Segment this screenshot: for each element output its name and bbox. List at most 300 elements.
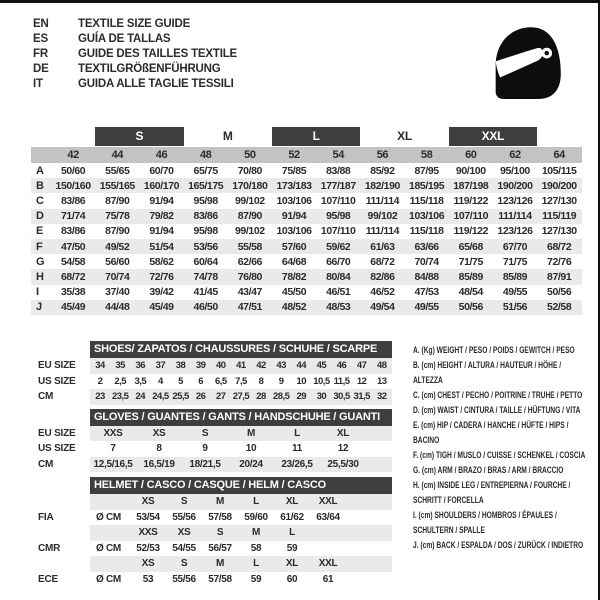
measurement-value: 165/175 <box>188 179 224 192</box>
standard-name: CMR <box>38 542 61 554</box>
helmet-size-value: 59 <box>250 573 262 585</box>
row-letter: F <box>36 240 43 253</box>
size-number: 52 <box>288 149 300 161</box>
size-number: 56 <box>376 149 389 161</box>
measurement-row <box>31 224 582 239</box>
size-value: 48 <box>377 360 387 372</box>
size-value: 4 <box>158 375 163 387</box>
language-row <box>33 61 237 76</box>
helmet-size-value: 53 <box>142 573 154 585</box>
helmet-size-label: XS <box>141 558 155 570</box>
helmet-table-title: HELMET / CASCO / CASQUE / HELM / CASCO <box>90 477 392 494</box>
measurement-value: 95/98 <box>326 210 351 223</box>
size-band <box>90 494 392 510</box>
measurement-value: 111/114 <box>498 210 532 223</box>
measurement-value: 103/106 <box>276 194 312 207</box>
size-value: 42 <box>256 360 266 372</box>
measurement-value: 60/64 <box>193 255 218 268</box>
measurement-value: 83/86 <box>60 194 86 207</box>
row-letter: I <box>36 286 40 299</box>
measurement-value: 63/66 <box>414 240 439 253</box>
helmet-size-value: 60 <box>286 573 298 585</box>
value-band <box>90 541 392 557</box>
value-band <box>90 358 392 374</box>
measurement-value: 99/102 <box>234 225 265 238</box>
gloves-rows <box>38 426 394 473</box>
measurement-value: 44/48 <box>105 301 130 314</box>
size-number-row <box>31 147 582 163</box>
size-value: 20/24 <box>239 458 263 470</box>
size-value: 11 <box>292 443 302 455</box>
size-value: 32 <box>377 391 387 403</box>
measurement-value: 51/56 <box>502 301 528 314</box>
measurement-value: 75/85 <box>281 164 307 177</box>
measurement-value: 155/165 <box>99 179 135 192</box>
measurement-row <box>31 285 582 300</box>
measurement-value: 71/75 <box>458 255 483 268</box>
measurement-value: 87/90 <box>105 225 130 238</box>
helmet-size-value: 58 <box>250 542 262 554</box>
helmet-size-value: 61/62 <box>280 511 304 523</box>
size-value: 25,5 <box>172 391 189 403</box>
measurement-row <box>31 178 582 193</box>
measurement-value: 65/68 <box>458 240 483 253</box>
helmet-size-label: XXL <box>318 496 338 508</box>
size-value: 28 <box>256 391 266 403</box>
measurement-value: 50/56 <box>547 286 572 299</box>
row-label: US SIZE <box>38 443 76 455</box>
helmet-size-value: 53/54 <box>136 511 160 523</box>
value-band <box>90 457 392 473</box>
helmet-value-row <box>38 510 394 526</box>
language-code: DE <box>33 62 49 75</box>
measurement-value: 123/126 <box>497 225 533 238</box>
row-label: EU SIZE <box>38 427 76 439</box>
helmet-size-label: M <box>215 558 225 570</box>
size-value: 24,5 <box>152 391 169 403</box>
measurement-value: 87/95 <box>414 164 439 177</box>
measurement-value: 123/126 <box>497 194 533 207</box>
helmet-size-label: XS <box>177 527 191 539</box>
size-value: 2 <box>97 375 103 387</box>
language-code: FR <box>33 47 48 60</box>
measurement-value: 85/89 <box>458 270 483 283</box>
measurement-value: 51/54 <box>149 240 174 253</box>
legend-item: D. (cm) WAIST / CINTURA / TAILLE / HÜFTUNG / VITA <box>413 405 581 415</box>
shoes-table-title: SHOES/ ZAPATOS / CHAUSSURES / SCHUHE / SCARPE <box>90 341 392 358</box>
measurement-value: 68/72 <box>370 255 395 268</box>
helmet-value-row <box>38 541 394 557</box>
language-title: TEXTILE SIZE GUIDE <box>78 17 191 30</box>
helmet-size-label: XXL <box>318 558 338 570</box>
size-value: 8 <box>258 375 264 387</box>
textile-size-table <box>31 127 582 315</box>
helmet-size-label: XXS <box>138 527 158 539</box>
value-band <box>90 426 392 442</box>
helmet-size-value: 52/53 <box>136 542 160 554</box>
measurement-value: 66/70 <box>326 255 351 268</box>
measurement-row <box>31 239 582 254</box>
row-label: US SIZE <box>38 375 76 387</box>
size-value: 23/26,5 <box>281 458 313 470</box>
helmet-size-value: 56/57 <box>208 542 232 554</box>
measurement-value: 49/55 <box>502 286 528 299</box>
size-value: 7,5 <box>235 375 247 387</box>
size-value: 27,5 <box>232 391 250 403</box>
size-value: 26 <box>195 391 206 403</box>
measurement-value: 119/122 <box>453 225 489 238</box>
measurement-value: 84/88 <box>414 270 439 283</box>
size-value: 23 <box>95 391 105 403</box>
measurement-row <box>31 269 582 284</box>
measurement-value: 95/100 <box>500 164 530 177</box>
measurement-value: 85/92 <box>370 164 395 177</box>
size-band <box>90 525 392 541</box>
size-value: 24 <box>135 391 146 403</box>
measurement-value: 46/50 <box>193 301 218 314</box>
size-value: 27 <box>216 391 226 403</box>
measurement-value: 83/86 <box>60 225 86 238</box>
measurement-value: 103/106 <box>409 210 445 223</box>
size-group-label: XL <box>397 129 413 143</box>
language-row <box>33 16 237 31</box>
measurement-value: 46/52 <box>370 286 395 299</box>
measurement-value: 95/98 <box>193 194 218 207</box>
measurement-value: 107/110 <box>453 210 489 223</box>
size-value: 10,5 <box>313 375 330 387</box>
measurement-value: 71/74 <box>60 210 86 223</box>
size-value: 6 <box>198 375 204 387</box>
helmet-size-value: 57/58 <box>208 511 232 523</box>
measurement-row <box>31 254 582 269</box>
measurement-value: 115/119 <box>542 210 577 223</box>
measurement-value: 91/94 <box>281 210 307 223</box>
helmet-size-label: S <box>180 496 188 508</box>
size-value: 13 <box>377 375 387 387</box>
row-letter: A <box>36 164 44 177</box>
table-row <box>38 358 394 374</box>
shoes-table <box>38 341 394 405</box>
measurement-value: 150/160 <box>55 179 91 192</box>
size-value: 30,5 <box>333 391 350 403</box>
value-band <box>90 389 392 405</box>
diameter-unit: Ø CM <box>96 573 121 585</box>
measurement-value: 99/102 <box>234 194 265 207</box>
measurement-row <box>31 209 582 224</box>
measurement-value: 85/89 <box>502 270 528 283</box>
size-value: XXS <box>103 427 123 439</box>
size-group-label: S <box>95 127 183 146</box>
size-number: 64 <box>553 149 565 161</box>
measurement-value: 127/130 <box>541 225 577 238</box>
measurement-value: 49/55 <box>414 301 439 314</box>
size-value: 37 <box>155 360 166 372</box>
measurement-value: 48/54 <box>458 286 483 299</box>
size-value: 9 <box>278 375 284 387</box>
measurement-value: 170/180 <box>232 179 268 192</box>
helmet-size-label: L <box>289 527 295 539</box>
size-value: 45 <box>316 360 327 372</box>
value-band <box>90 374 392 390</box>
group-spacer <box>31 127 95 146</box>
size-band <box>90 556 392 572</box>
size-value: 29 <box>296 391 307 403</box>
size-number: 58 <box>420 149 433 161</box>
helmet-size-label: XS <box>141 496 155 508</box>
legend-item: F. (cm) TIGH / MUSLO / CUISSE / SCHENKEL / COSCIA <box>413 450 586 460</box>
measurement-value: 107/110 <box>320 225 356 238</box>
size-value: 16,5/19 <box>143 458 175 470</box>
measurement-value: 87/90 <box>237 210 262 223</box>
row-letter: J <box>36 301 43 314</box>
standard-name: FIA <box>38 511 54 523</box>
measurement-value: 55/58 <box>237 240 262 253</box>
helmet-table <box>38 477 394 587</box>
measurement-value: 185/195 <box>409 179 445 192</box>
measurement-value: 119/122 <box>453 194 489 207</box>
legend-item: H. (cm) INSIDE LEG / ENTREPIERNA / FOURCHE / SCHRITT / FORCELLA <box>413 480 571 505</box>
size-value: 34 <box>95 360 105 372</box>
size-value: 12 <box>356 375 367 387</box>
size-number: 44 <box>111 149 123 161</box>
measurement-value: 90/100 <box>455 164 486 177</box>
value-band <box>90 441 392 457</box>
gloves-table <box>38 409 394 473</box>
measurement-value: 95/98 <box>193 225 218 238</box>
size-value: 5 <box>178 375 183 387</box>
measurement-value: 72/76 <box>547 255 572 268</box>
measurement-value: 53/56 <box>193 240 218 253</box>
size-value: XL <box>336 427 350 439</box>
size-value: 25,5/30 <box>327 458 359 470</box>
helmet-size-label: XL <box>285 496 299 508</box>
size-value: 46 <box>336 360 347 372</box>
measurement-value: 111/114 <box>365 194 400 207</box>
size-value: 18/21,5 <box>189 458 221 470</box>
size-value: 10 <box>245 443 257 455</box>
size-value: 31,5 <box>353 391 370 403</box>
helmet-size-value: 54/55 <box>172 542 196 554</box>
size-value: 44 <box>296 360 307 372</box>
measurement-row <box>31 193 582 208</box>
measurement-value: 115/118 <box>409 225 444 238</box>
measurement-value: 74/78 <box>193 270 218 283</box>
measurement-value: 75/78 <box>105 210 130 223</box>
measurement-value: 48/53 <box>326 301 351 314</box>
helmet-size-label: L <box>253 496 259 508</box>
size-value: 2,5 <box>114 375 127 387</box>
shoes-rows <box>38 358 394 405</box>
measurement-value: 99/102 <box>367 210 398 223</box>
legend-item: I. (cm) SHOULDERS / HOMBROS / ÉPAULES / SCHULTERN / SPALLE <box>413 510 557 535</box>
size-number: 54 <box>332 149 344 161</box>
size-number: 42 <box>67 149 79 161</box>
size-number: 60 <box>465 149 477 161</box>
measurement-value: 91/94 <box>149 194 174 207</box>
measurement-value: 72/76 <box>149 270 174 283</box>
helmet-rows <box>38 494 394 587</box>
size-value: 28,5 <box>272 391 290 403</box>
measurement-value: 56/60 <box>105 255 130 268</box>
measurement-value: 87/91 <box>547 270 572 283</box>
measurement-value: 48/52 <box>281 301 307 314</box>
helmet-size-label: M <box>215 496 225 508</box>
language-row <box>33 31 237 46</box>
legend-item: J. (cm) BACK / ESPALDA / DOS / ZURÜCK / INDIETRO <box>413 540 584 550</box>
measurement-value: 79/82 <box>149 210 174 223</box>
measurement-rows <box>31 163 582 315</box>
measurement-value: 87/90 <box>105 194 130 207</box>
row-letter: E <box>36 225 44 238</box>
measurement-value: 82/86 <box>370 270 395 283</box>
size-group-label: M <box>222 129 233 143</box>
legend-item: A. (Kg) WEIGHT / PESO / POIDS / GEWITCH / PESO <box>413 345 575 355</box>
measurement-value: 47/53 <box>414 286 439 299</box>
language-title: GUIDA ALLE TAGLIE TESSILI <box>78 77 234 90</box>
helmet-size-value: 63/64 <box>316 511 340 523</box>
size-value: L <box>294 427 300 439</box>
helmet-size-row <box>38 525 394 541</box>
size-value: 41 <box>236 360 246 372</box>
size-number: 50 <box>244 149 256 161</box>
helmet-size-value: 59/60 <box>244 511 268 523</box>
measurement-value: 45/49 <box>149 301 174 314</box>
measurement-value: 67/70 <box>502 240 528 253</box>
table-row <box>38 441 394 457</box>
measurement-value: 190/200 <box>541 179 577 192</box>
size-value: 30 <box>316 391 327 403</box>
row-letter: G <box>36 255 45 268</box>
measurement-legend <box>413 343 591 553</box>
helmet-size-label: S <box>180 558 188 570</box>
language-title: TEXTILGRÖßENFÜHRUNG <box>78 62 221 75</box>
helmet-size-value: 59 <box>286 542 298 554</box>
helmet-size-row <box>38 556 394 572</box>
standard-name: ECE <box>38 573 58 585</box>
measurement-value: 60/70 <box>149 164 174 177</box>
size-value: M <box>246 427 256 439</box>
gloves-table-title: GLOVES / GUANTES / GANTS / HANDSCHUHE / GUANTI <box>90 409 392 426</box>
measurement-value: 61/63 <box>370 240 395 253</box>
measurement-value: 83/86 <box>193 210 218 223</box>
helmet-size-label: S <box>216 527 224 539</box>
measurement-value: 55/65 <box>105 164 130 177</box>
size-value: 39 <box>195 360 206 372</box>
row-letter: D <box>36 210 44 223</box>
measurement-value: 43/47 <box>237 286 262 299</box>
measurement-value: 78/82 <box>281 270 307 283</box>
measurement-value: 39/42 <box>149 286 174 299</box>
measurement-value: 65/75 <box>193 164 218 177</box>
size-value: 43 <box>276 360 286 372</box>
helmet-size-label: XL <box>285 558 299 570</box>
measurement-value: 187/198 <box>453 179 489 192</box>
helmet-size-label: L <box>253 558 259 570</box>
measurement-value: 70/74 <box>105 270 130 283</box>
measurement-value: 49/54 <box>370 301 395 314</box>
helmet-size-value: 57/58 <box>208 573 232 585</box>
value-band <box>90 510 392 526</box>
measurement-value: 173/183 <box>276 179 312 192</box>
measurement-value: 68/72 <box>547 240 572 253</box>
row-label: CM <box>38 391 54 403</box>
measurement-value: 46/51 <box>326 286 351 299</box>
row-label: CM <box>38 458 54 470</box>
legend-item: G. (cm) ARM / BRAZO / BRAS / ARM / BRACCIO <box>413 465 564 475</box>
measurement-value: 52/58 <box>547 301 572 314</box>
measurement-value: 45/49 <box>60 301 86 314</box>
language-row <box>33 46 237 61</box>
size-value: XS <box>152 427 166 439</box>
measurement-value: 71/75 <box>502 255 528 268</box>
measurement-value: 190/200 <box>497 179 533 192</box>
measurement-value: 127/130 <box>541 194 577 207</box>
measurement-value: 107/110 <box>320 194 356 207</box>
size-value: S <box>201 427 209 439</box>
legend-item: E. (cm) HIP / CADERA / HANCHE / HÜFTE / HIPS / BACINO <box>413 420 569 445</box>
measurement-value: 62/66 <box>237 255 262 268</box>
size-value: 12 <box>337 443 349 455</box>
measurement-value: 47/51 <box>237 301 262 314</box>
measurement-value: 83/88 <box>326 164 351 177</box>
size-number: 48 <box>199 149 212 161</box>
legend-item: B. (cm) HEIGHT / ALTURA / HAUTEUR / HÖHE / ALTEZZA <box>413 360 562 385</box>
row-letter: C <box>36 194 44 207</box>
size-value: 6,5 <box>214 375 227 387</box>
measurement-value: 45/50 <box>281 286 307 299</box>
size-value: 7 <box>110 443 116 455</box>
measurement-row <box>31 300 582 315</box>
measurement-value: 160/170 <box>143 179 180 192</box>
measurement-value: 80/84 <box>326 270 351 283</box>
language-code: EN <box>33 17 49 30</box>
helmet-size-value: 55/56 <box>172 511 196 523</box>
measurement-value: 47/50 <box>60 240 86 253</box>
size-value: 11,5 <box>333 375 350 387</box>
measurement-value: 59/62 <box>326 240 351 253</box>
size-number: 62 <box>509 149 521 161</box>
language-title: GUÍA DE TALLAS <box>78 32 171 45</box>
legend-item: C. (cm) CHEST / PECHO / POITRINE / TRUHE / PETTO <box>413 390 583 400</box>
measurement-value: 182/190 <box>364 179 400 192</box>
size-group-label: XXL <box>449 127 537 146</box>
measurement-value: 76/80 <box>237 270 262 283</box>
measurement-value: 105/115 <box>541 164 577 177</box>
diameter-unit: Ø CM <box>96 542 121 554</box>
size-value: 3,5 <box>134 375 147 387</box>
size-value: 36 <box>135 360 146 372</box>
size-group-label: L <box>272 127 360 146</box>
size-value: 12,5/16,5 <box>93 458 133 470</box>
language-title: GUIDE DES TAILLES TEXTILE <box>78 47 237 60</box>
measurement-value: 177/187 <box>320 179 356 192</box>
measurement-value: 91/94 <box>149 225 174 238</box>
measurement-value: 58/62 <box>149 255 174 268</box>
measurement-value: 70/74 <box>414 255 439 268</box>
measurement-value: 57/60 <box>281 240 307 253</box>
racing-helmet-icon <box>489 19 563 105</box>
measurement-value: 49/52 <box>105 240 130 253</box>
table-row <box>38 426 394 442</box>
table-row <box>38 457 394 473</box>
measurement-value: 103/106 <box>276 225 312 238</box>
size-number: 46 <box>155 149 168 161</box>
measurement-value: 70/80 <box>237 164 262 177</box>
measurement-value: 68/72 <box>60 270 86 283</box>
measurement-value: 111/114 <box>365 225 400 238</box>
measurement-row <box>31 163 582 178</box>
measurement-value: 50/60 <box>60 164 86 177</box>
